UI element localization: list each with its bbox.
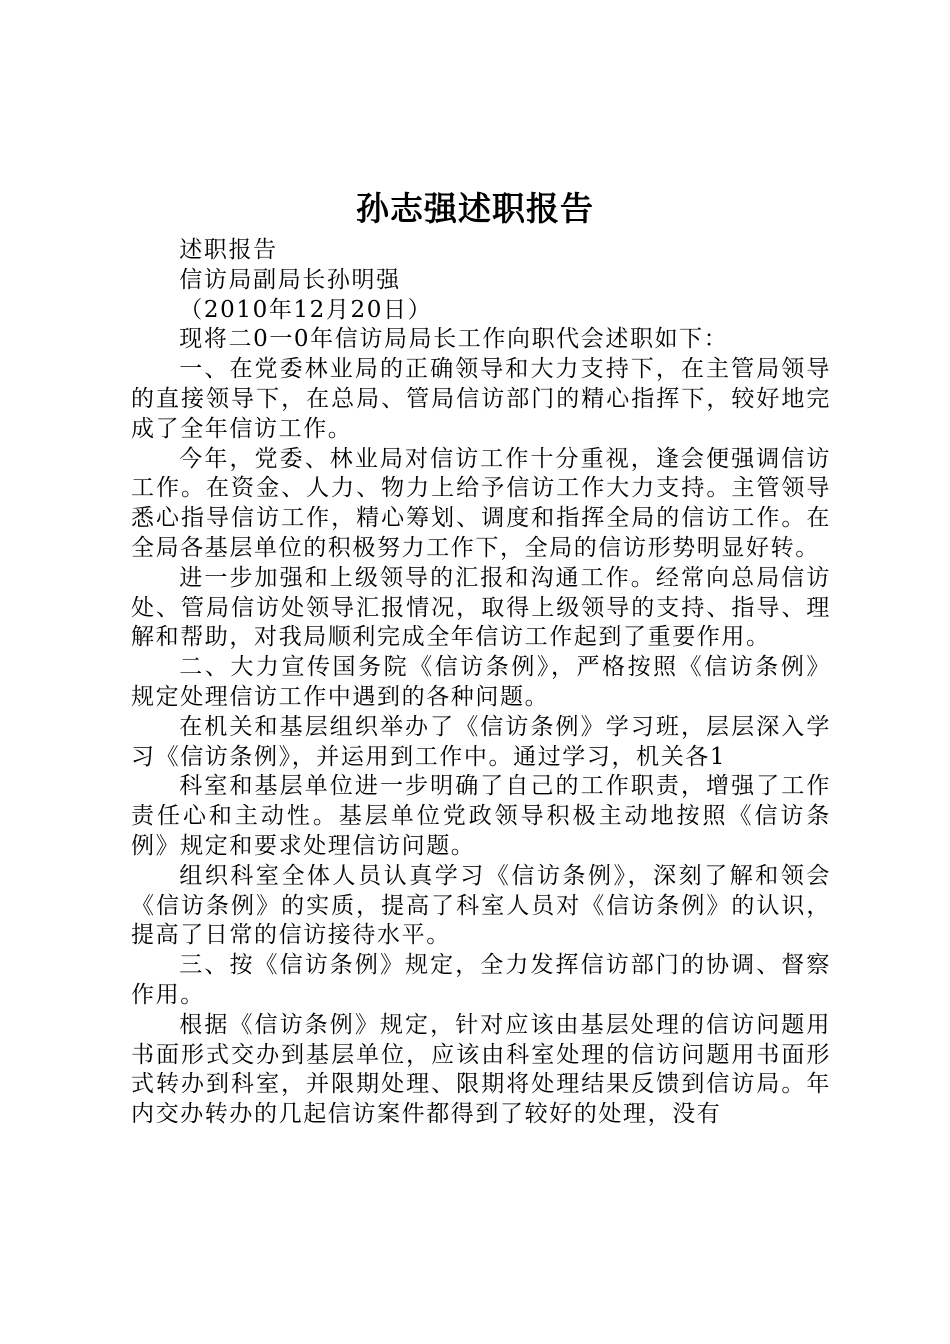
paragraph-author: 信访局副局长孙明强 bbox=[179, 266, 401, 293]
paragraph: 今年，党委、林业局对信访工作十分重视，逢会便强调信访工作。在资金、人力、物力上给予信访工作大力支持。主管领导悉心指导信访工作，精心筹划、调度和指挥全局的信访工作。在全局各基层单位的积极努力工作下，全局的信访形势明显好转。 bbox=[131, 445, 831, 561]
paragraph: 根据《信访条例》规定，针对应该由基层处理的信访问题用书面形式交办到基层单位，应该由科室处理的信访问题用书面形式转办到科室，并限期处理、限期将处理结果反馈到信访局。年内交办转办的几起信访案件都得到了较好的处理，没有 bbox=[131, 1011, 831, 1128]
paragraph: 三、按《信访条例》规定，全力发挥信访部门的协调、督察作用。 bbox=[131, 952, 831, 1008]
paragraph: 科室和基层单位进一步明确了自己的工作职责，增强了工作责任心和主动性。基层单位党政领导积极主动地按照《信访条例》规定和要求处理信访问题。 bbox=[131, 773, 831, 859]
paragraph-heading: 述职报告 bbox=[179, 237, 278, 263]
document-body bbox=[131, 236, 831, 1130]
document-title: 孙志强述职报告 bbox=[356, 189, 594, 228]
paragraph: 二、大力宣传国务院《信访条例》，严格按照《信访条例》规定处理信访工作中遇到的各种问题。 bbox=[131, 654, 831, 710]
paragraph-intro: 现将二0一0年信访局局长工作向职代会述职如下： bbox=[179, 326, 729, 353]
paragraph: 在机关和基层组织举办了《信访条例》学习班，层层深入学习《信访条例》，并运用到工作中。通过学习，机关各1 bbox=[131, 713, 831, 770]
paragraph: 进一步加强和上级领导的汇报和沟通工作。经常向总局信访处、管局信访处领导汇报情况，取得上级领导的支持、指导、理解和帮助，对我局顺利完成全年信访工作起到了重要作用。 bbox=[131, 564, 831, 651]
paragraph: 一、在党委林业局的正确领导和大力支持下，在主管局领导的直接领导下，在总局、管局信访部门的精心指挥下，较好地完成了全年信访工作。 bbox=[131, 356, 831, 442]
paragraph-date: （2010年12月20日） bbox=[179, 296, 433, 323]
paragraph: 组织科室全体人员认真学习《信访条例》，深刻了解和领会《信访条例》的实质，提高了科室人员对《信访条例》的认识，提高了日常的信访接待水平。 bbox=[131, 862, 831, 949]
